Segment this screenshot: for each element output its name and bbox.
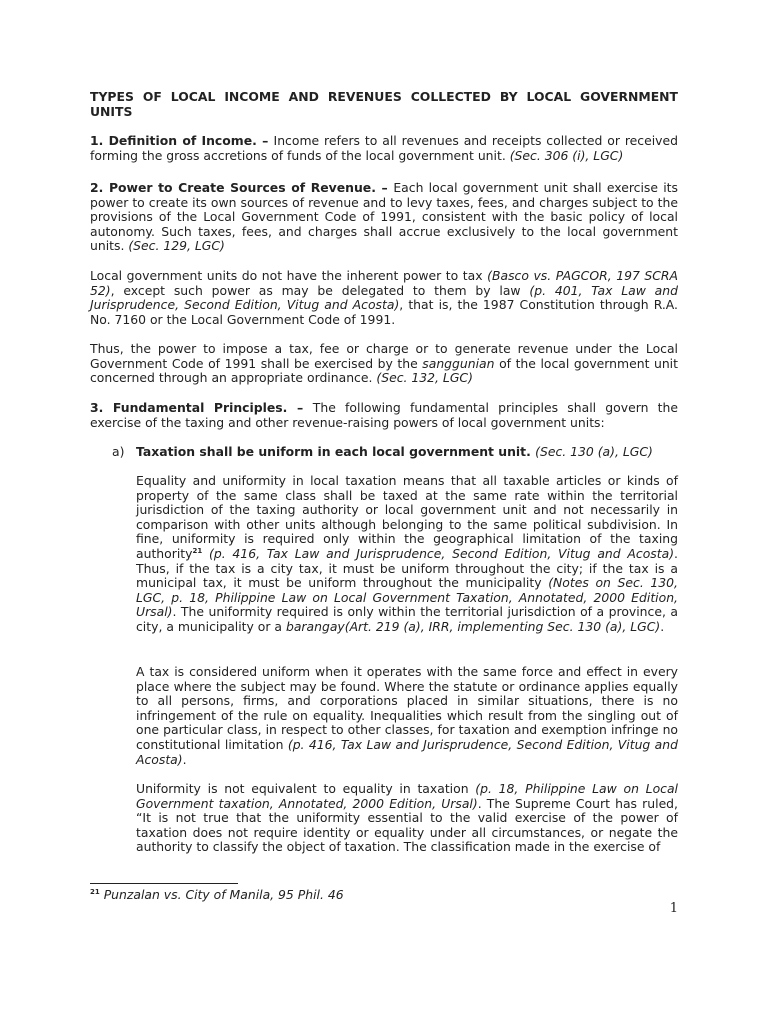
- principles-heading: 3. Fundamental Principles. –: [90, 400, 313, 415]
- uniform-end: .: [182, 751, 187, 767]
- definition-text: Income refers to all revenues and receipts collected or received forming the gross accretions of funds of the local government unit.: [90, 133, 678, 163]
- equality-text-4: .: [660, 618, 665, 634]
- uniform-citation: (p. 416, Tax Law and Jurisprudence, Second Edition, Vitug and Acosta): [136, 736, 678, 767]
- document-title: TYPES OF LOCAL INCOME AND REVENUES COLLECTED BY LOCAL GOVERNMENT UNITS: [90, 89, 678, 119]
- power-to-create-revenue-paragraph: [90, 181, 678, 254]
- inherent-power-paragraph: [90, 269, 678, 327]
- footnote-text: Punzalan vs. City of Manila, 95 Phil. 46: [99, 887, 344, 902]
- equality-text-1: Equality and uniformity in local taxation means that all taxable articles or kinds of property of the same class shall be taxed at the same rate within the territorial jurisdiction of the taxing authority or local government unit and not necessarily in comparison with other units although belonging to the same political subdivision. In fine, uniformity is required only within the geographical limitation of the taxing authority: [136, 473, 678, 561]
- uniformity-citation-1: (p. 18, Philippine Law on Local Government taxation, Annotated, 2000 Edition, Ursal): [136, 781, 679, 811]
- equality-uniformity-paragraph: [136, 474, 678, 635]
- equality-text-3: . The uniformity required is only within the territorial jurisdiction of a province, a city, a municipality or a: [136, 604, 678, 634]
- definition-of-income-paragraph: [90, 134, 678, 163]
- inherent-text-3: , that is, the 1987 Constitution through R.A. No. 7160 or the Local Government Code of 1991.: [90, 297, 678, 327]
- power-heading: 2. Power to Create Sources of Revenue. –: [90, 180, 394, 195]
- list-item-a: [112, 445, 678, 460]
- principles-text: The following fundamental principles shall govern the exercise of the taxing and other revenue-raising powers of local government units:: [90, 400, 679, 430]
- equality-citation-3: barangay(Art. 219 (a), IRR, implementing Sec. 130 (a), LGC): [285, 618, 661, 634]
- power-citation: (Sec. 129, LGC): [128, 238, 225, 254]
- footnote: [90, 888, 590, 903]
- uniformity-text-2: . The Supreme Court has ruled, “It is not true that the uniformity essential to the valid exercise of the power of taxation does not require identity or equality under all circumstances, or negate the authority to classify the object of taxation. The classification made in the exercise of: [136, 795, 678, 855]
- power-text: Each local government unit shall exercise its power to create its own sources of revenue and to levy taxes, fees, and charges subject to the provisions of the Local Government Code of 1991, consistent with the basic policy of local autonomy. Such taxes, fees, and charges shall accrue exclusively to the local government units.: [90, 180, 678, 254]
- equality-citation-2: (Notes on Sec. 130, LGC, p. 18, Philippine Law on Local Government Taxation, Annotated, 2000 Edition, Ursal): [136, 575, 678, 620]
- definition-heading: 1. Definition of Income. –: [90, 133, 274, 148]
- uniformity-text-1: Uniformity is not equivalent to equality in taxation: [136, 781, 476, 796]
- inherent-citation-1: (Basco vs. PAGCOR, 197 SCRA 52): [90, 268, 678, 298]
- thus-text-1: Thus, the power to impose a tax, fee or charge or to generate revenue under the Local Government Code of 1991 shall be exercised by the: [90, 341, 678, 371]
- inherent-text-1: Local government units do not have the inherent power to tax: [90, 268, 488, 283]
- uniform-tax-paragraph: [136, 665, 678, 767]
- footnote-reference: 21: [192, 546, 203, 555]
- inherent-citation-2: (p. 401, Tax Law and Jurisprudence, Second Edition, Vitug and Acosta): [90, 282, 678, 313]
- thus-term: sanggunian: [422, 355, 495, 371]
- item-a-heading: Taxation shall be uniform in each local government unit.: [136, 444, 536, 459]
- uniform-text: A tax is considered uniform when it operates with the same force and effect in every place where the subject may be found. Where the statute or ordinance applies equally to all persons, firms, and corporations placed in similar situations, there is no infringement of the rule on equality. Inequalities which result from the singling out of one particular class, in respect to other classes, for taxation and exemption infringe no constitutional limitation: [136, 664, 678, 752]
- page-number: 1: [669, 901, 678, 916]
- list-marker-a: a): [112, 444, 125, 459]
- inherent-text-2: , except such power as may be delegated to them by law: [110, 282, 530, 298]
- definition-citation: (Sec. 306 (i), LGC): [509, 147, 624, 163]
- sanggunian-paragraph: [90, 342, 678, 386]
- equality-text-2: . Thus, if the tax is a city tax, it must be uniform throughout the city; if the tax is a municipal tax, it must be uniform throughout the municipality: [136, 545, 678, 591]
- equality-citation-1: (p. 416, Tax Law and Jurisprudence, Second Edition, Vitug and Acosta): [202, 545, 675, 561]
- footnote-separator: [90, 883, 238, 884]
- fundamental-principles-paragraph: [90, 401, 678, 430]
- item-a-citation: (Sec. 130 (a), LGC): [535, 444, 653, 459]
- uniformity-equality-paragraph: [136, 782, 678, 855]
- thus-citation: (Sec. 132, LGC): [376, 370, 473, 386]
- thus-text-2: of the local government unit concerned through an appropriate ordinance.: [90, 355, 678, 386]
- footnote-number: 21: [90, 887, 100, 896]
